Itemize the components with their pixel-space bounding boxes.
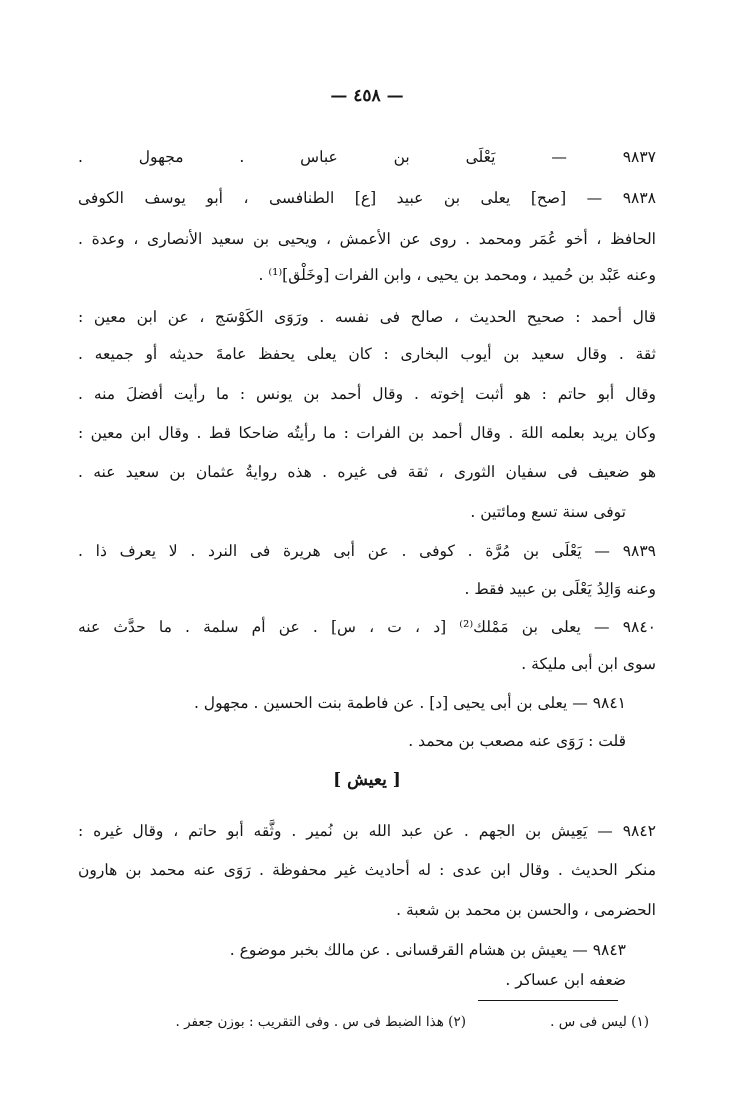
entry-9838-line-9: توفى سنة تسع ومائتين . <box>470 503 626 521</box>
entry-9842-line-2: منكر الحديث . وقال ابن عدى : له أحاديث غير محفوظة . رَوَى عنه محمد بن هارون <box>78 861 656 879</box>
entry-9838-line-2: الحافظ ، أخو عُمَر ومحمد . روى عن الأعمش ، ويحيى بن سعيد الأنصارى ، وعدة . <box>78 230 656 248</box>
section-heading: [ يعيش ] <box>333 770 401 790</box>
entry-9841-line-2: قلت : رَوَى عنه مصعب بن محمد . <box>408 732 626 750</box>
page-number: — ٤٥٨ — <box>330 86 404 106</box>
entry-9839-line-1: ٩٨٣٩ — يَعْلَى بن مُرَّة . كوفى . عن أبى هريرة فى النرد . لا يعرف ذا . <box>78 542 656 560</box>
entry-9838-line-7: وكان يريد بعلمه اللهَ . وقال أحمد بن الفرات : ما رأيتُه ضاحكا قط . وقال ابن معين : <box>78 424 656 442</box>
entry-9838-line-3: وعنه عَبْد بن حُميد ، ومحمد بن يحيى ، وابن الفرات [وخَلْق]⁽¹⁾ . <box>258 266 656 284</box>
footnote-2: (٢) هذا الضبط فى س . وفى التقريب : بوزن جعفر . <box>175 1014 466 1030</box>
entry-9838-line-4: قال أحمد : صحيح الحديث ، صالح فى نفسه . ورَوَى الكَوْسَج ، عن ابن معين : <box>78 308 656 326</box>
footnote-divider <box>478 1000 618 1001</box>
entry-9838-line-1: ٩٨٣٨ — [صح] يعلى بن عبيد [ع] الطنافسى ، أبو يوسف الكوفى <box>78 189 656 207</box>
entry-9843-line-2: ضعفه ابن عساكر . <box>505 971 626 989</box>
entry-9838-line-5: ثقة . وقال سعيد بن أيوب البخارى : كان يعلى يحفظ عامةَ حديثه أو جميعه . <box>78 345 656 363</box>
entry-9841-line-1: ٩٨٤١ — يعلى بن أبى يحيى [د] . عن فاطمة بنت الحسين . مجهول . <box>193 694 626 712</box>
entry-9842-line-3: الحضرمى ، والحسن بن محمد بن شعبة . <box>396 901 656 919</box>
entry-9843-line-1: ٩٨٤٣ — يعيش بن هشام القرقسانى . عن مالك بخبر موضوع . <box>229 941 626 959</box>
entry-9838-line-6: وقال أبو حاتم : هو أثبت إخوته . وقال أحمد بن يونس : ما رأيت أفضلَ منه . <box>78 385 656 403</box>
entry-9839-line-2: وعنه وَالِدُ يَعْلَى بن عبيد فقط . <box>464 580 656 598</box>
entry-9837-line: ٩٨٣٧ — يَعْلَى بن عباس . مجهول . <box>78 148 656 166</box>
entry-9842-line-1: ٩٨٤٢ — يَعِيش بن الجهم . عن عبد الله بن نُمير . وثَّقه أبو حاتم ، وقال غيره : <box>78 822 656 840</box>
entry-9840-line-2: سوى ابن أبى مليكة . <box>521 655 656 673</box>
entry-9840-line-1: ٩٨٤٠ — يعلى بن مَمْلك⁽²⁾ [د ، ت ، س] . عن أم سلمة . ما حدَّث عنه <box>78 618 656 636</box>
footnote-1: (١) ليس فى س . <box>550 1014 649 1030</box>
entry-9838-line-8: هو ضعيف فى سفيان الثورى ، ثقة فى غيره . هذه روايةُ عثمان بن سعيد عنه . <box>78 463 656 481</box>
